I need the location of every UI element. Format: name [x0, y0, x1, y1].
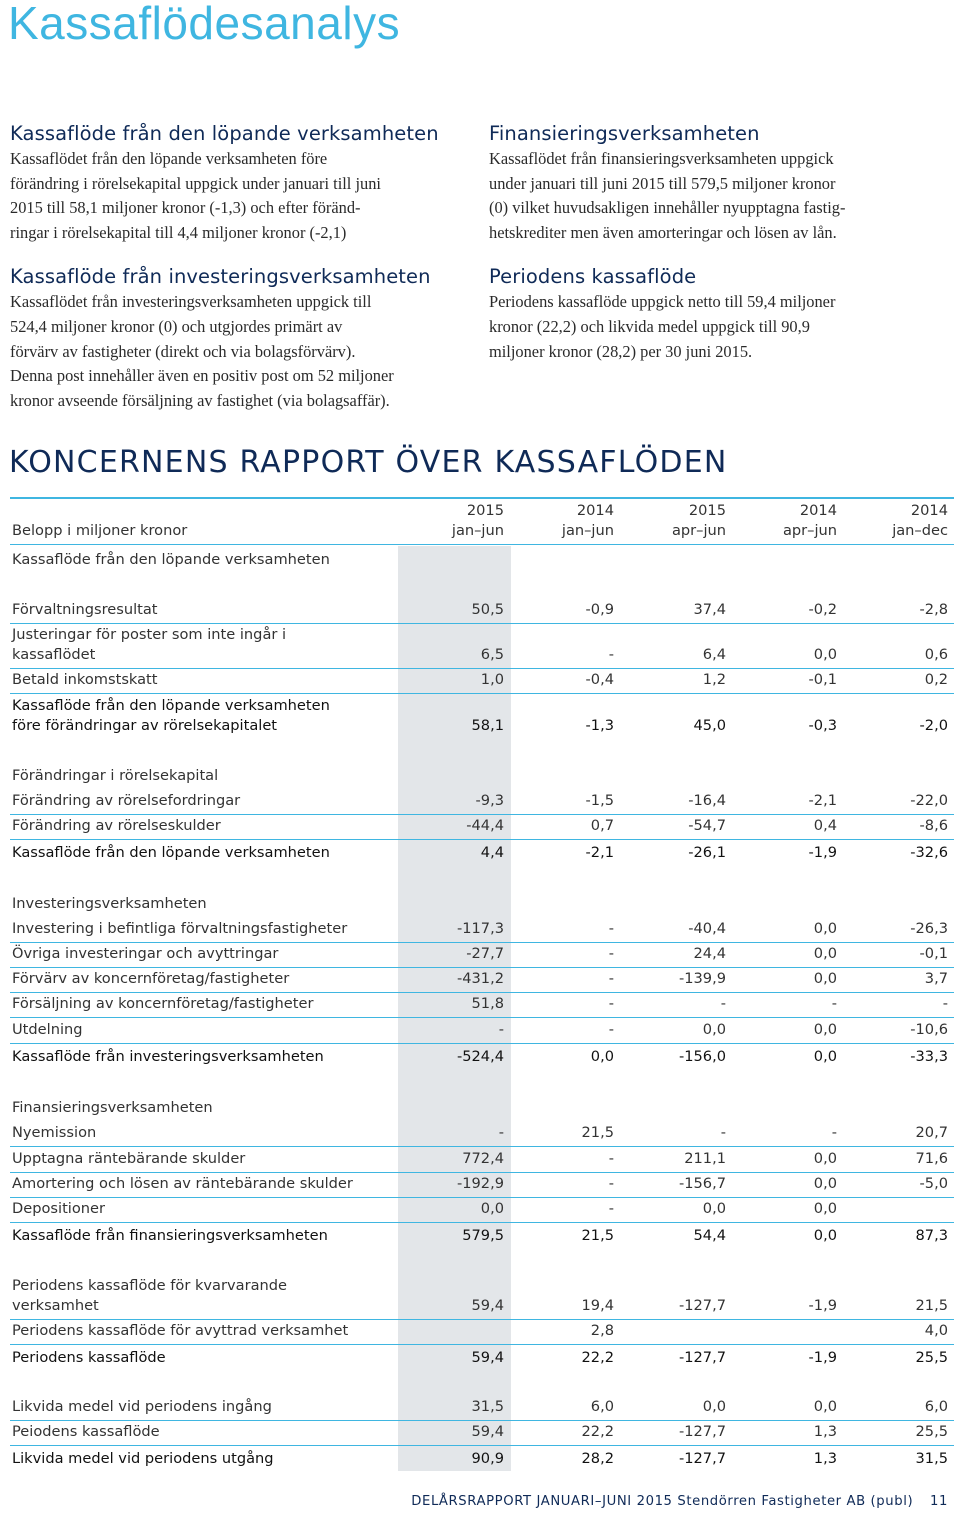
value-cell: -1,9	[808, 1297, 837, 1314]
value-cell: 6,5	[480, 646, 504, 663]
value-cell: -16,4	[688, 792, 726, 809]
value-cell: 59,4	[471, 1349, 504, 1366]
row-label: Kassaflöde från den löpande verksamheten	[12, 844, 330, 861]
table-row	[10, 1172, 954, 1198]
value-cell: 0,0	[813, 945, 837, 962]
value-cell: 19,4	[581, 1297, 614, 1314]
value-cell: 21,5	[581, 1124, 614, 1141]
table-row	[10, 546, 954, 573]
row-label: Peiodens kassaflöde	[12, 1423, 160, 1440]
value-cell: -8,6	[919, 817, 948, 834]
value-cell: 21,5	[581, 1227, 614, 1244]
value-cell: 0,0	[813, 1398, 837, 1415]
table-row	[10, 1395, 954, 1421]
row-label-line: före förändringar av rörelsekapitalet	[12, 717, 278, 734]
value-cell: 0,0	[702, 1398, 726, 1415]
value-cell: -0,9	[585, 601, 614, 618]
value-cell: -	[720, 1124, 726, 1141]
table-row	[10, 789, 954, 815]
value-cell: -	[720, 995, 726, 1012]
value-cell: -	[608, 1150, 614, 1167]
value-cell: 579,5	[462, 1227, 504, 1244]
row-label: Förvaltningsresultat	[12, 601, 158, 618]
table-row	[10, 1017, 954, 1044]
value-cell: -127,7	[678, 1450, 726, 1467]
header-period: jan–jun	[451, 522, 504, 539]
value-cell: -33,3	[910, 1048, 948, 1065]
value-cell: 31,5	[471, 1398, 504, 1415]
row-label: Förändring av rörelseskulder	[12, 817, 221, 834]
text-line: 524,4 miljoner kronor (0) och utgjordes primärt av	[10, 316, 343, 336]
report-heading: KONCERNENS RAPPORT ÖVER KASSAFLÖDEN	[9, 445, 728, 480]
value-cell: -0,2	[808, 601, 837, 618]
value-cell: 50,5	[471, 601, 504, 618]
section-heading: Finansieringsverksamheten	[489, 122, 760, 145]
value-cell: -	[608, 1200, 614, 1217]
value-cell: -27,7	[466, 945, 504, 962]
value-cell: -1,9	[808, 844, 837, 861]
value-cell: -	[498, 1021, 504, 1038]
text-section	[489, 265, 951, 364]
value-cell: -32,6	[910, 844, 948, 861]
value-cell: 22,2	[581, 1349, 614, 1366]
value-cell: -	[608, 970, 614, 987]
row-label: Övriga investeringar och avyttringar	[12, 945, 279, 962]
value-cell: 24,4	[693, 945, 726, 962]
table-header-row	[10, 499, 954, 545]
row-label: Kassaflöde från investeringsverksamheten	[12, 1048, 324, 1065]
row-label: Investering i befintliga förvaltningsfastigheter	[12, 920, 348, 937]
value-cell: 0,0	[590, 1048, 614, 1065]
page-footer	[411, 1494, 948, 1509]
text-line: Kassaflödet från investeringsverksamheten uppgick till	[10, 292, 372, 312]
row-label-line: Kassaflöde från den löpande verksamheten	[12, 697, 330, 714]
section-heading: Kassaflöde från investeringsverksamheten	[10, 265, 431, 289]
value-cell: 58,1	[471, 717, 504, 734]
value-cell: 1,3	[813, 1450, 837, 1467]
text-line: (0) vilket huvudsakligen innehåller nyupptagna fastig-	[489, 198, 846, 218]
text-line: Denna post innehåller även en positiv post om 52 miljoner	[10, 366, 394, 386]
row-label: Utdelning	[12, 1021, 83, 1038]
value-cell: 59,4	[471, 1297, 504, 1314]
header-year: 2014	[910, 502, 948, 519]
value-cell: -192,9	[456, 1175, 504, 1192]
value-cell: -1,3	[585, 717, 614, 734]
row-label: Förvärv av koncernföretag/fastigheter	[12, 970, 290, 987]
value-cell: 2,8	[590, 1322, 614, 1339]
section-body	[10, 147, 472, 245]
value-cell: -54,7	[688, 817, 726, 834]
row-label	[12, 625, 286, 665]
value-cell: 0,0	[813, 1175, 837, 1192]
header-period: jan–dec	[892, 522, 948, 539]
table-total-row	[10, 839, 954, 866]
value-cell: -	[608, 995, 614, 1012]
value-cell: 0,0	[813, 646, 837, 663]
header-year: 2015	[688, 502, 726, 519]
row-label: Periodens kassaflöde för avyttrad verksamhet	[12, 1322, 349, 1339]
value-cell: 20,7	[915, 1124, 948, 1141]
row-label-line: Periodens kassaflöde för kvarvarande	[12, 1277, 288, 1294]
footer-report-name: DELÅRSRAPPORT JANUARI–JUNI 2015	[411, 1494, 673, 1509]
value-cell: -26,3	[910, 920, 948, 937]
value-cell: -	[831, 1124, 837, 1141]
value-cell: -	[608, 1175, 614, 1192]
row-label: Kassaflöde från finansieringsverksamheten	[12, 1227, 328, 1244]
value-cell: 0,0	[702, 1200, 726, 1217]
table-row	[10, 814, 954, 840]
row-label: Nyemission	[12, 1124, 97, 1141]
value-cell: -10,6	[910, 1021, 948, 1038]
header-year: 2014	[799, 502, 837, 519]
text-line: hetskrediter men även amorteringar och lösen av lån.	[489, 222, 837, 242]
value-cell: 0,0	[702, 1021, 726, 1038]
value-cell: -2,8	[919, 601, 948, 618]
header-period: apr–jun	[782, 522, 837, 539]
section-body	[489, 290, 951, 364]
table-row	[10, 992, 954, 1018]
value-cell: 25,5	[915, 1349, 948, 1366]
header-year: 2015	[466, 502, 504, 519]
value-cell: 1,2	[702, 671, 726, 688]
value-cell: -	[942, 995, 948, 1012]
value-cell: 0,0	[813, 1150, 837, 1167]
value-cell: 31,5	[915, 1450, 948, 1467]
value-cell: -2,1	[808, 792, 837, 809]
row-label: Amortering och lösen av räntebärande skulder	[12, 1175, 353, 1192]
section-body	[10, 290, 472, 413]
value-cell: -0,4	[585, 671, 614, 688]
table-total-row	[10, 1222, 954, 1249]
value-cell: 71,6	[915, 1150, 948, 1167]
value-cell: -431,2	[456, 970, 504, 987]
value-cell: 211,1	[684, 1150, 726, 1167]
row-label: Likvida medel vid periodens utgång	[12, 1450, 274, 1467]
text-section	[489, 122, 951, 245]
row-label: Likvida medel vid periodens ingång	[12, 1398, 272, 1415]
value-cell: -156,0	[678, 1048, 726, 1065]
value-cell: 59,4	[471, 1423, 504, 1440]
value-cell: -9,3	[475, 792, 504, 809]
value-cell: -0,3	[808, 717, 837, 734]
row-label-line: kassaflödet	[12, 646, 96, 663]
value-cell: -2,0	[919, 717, 948, 734]
table-row	[10, 1274, 954, 1320]
value-cell: 90,9	[471, 1450, 504, 1467]
row-label: Periodens kassaflöde	[12, 1349, 166, 1366]
value-cell: 4,0	[924, 1322, 948, 1339]
table-total-row	[10, 693, 954, 739]
value-cell: -	[831, 995, 837, 1012]
value-cell: 28,2	[581, 1450, 614, 1467]
value-cell: -524,4	[456, 1048, 504, 1065]
value-cell: 25,5	[915, 1423, 948, 1440]
row-label: Förändringar i rörelsekapital	[12, 767, 219, 784]
text-line: Kassaflödet från den löpande verksamheten före	[10, 149, 328, 168]
value-cell: -0,1	[919, 945, 948, 962]
right-text-column	[489, 122, 951, 382]
header-year: 2014	[576, 502, 614, 519]
text-line: förändring i rörelsekapital uppgick under januari till juni	[10, 173, 381, 193]
text-line: ringar i rörelsekapital till 4,4 miljoner kronor (-2,1)	[10, 222, 347, 242]
value-cell: 0,6	[924, 646, 948, 663]
value-cell: -	[608, 920, 614, 937]
table-row	[10, 1096, 954, 1121]
table-row	[10, 917, 954, 943]
row-label: Kassaflöde från den löpande verksamheten	[12, 551, 330, 568]
value-cell: 0,0	[480, 1200, 504, 1217]
row-label-line: verksamhet	[12, 1297, 99, 1314]
value-cell: -117,3	[456, 920, 504, 937]
value-cell: 0,7	[590, 817, 614, 834]
value-cell: 0,2	[924, 671, 948, 688]
value-cell: -2,1	[585, 844, 614, 861]
value-cell: -	[608, 945, 614, 962]
text-line: kronor (22,2) och likvida medel uppgick till 90,9	[489, 316, 810, 336]
table-row	[10, 942, 954, 968]
row-label: Depositioner	[12, 1200, 105, 1217]
row-label	[12, 696, 330, 736]
left-text-column	[10, 122, 472, 431]
value-cell: 51,8	[471, 995, 504, 1012]
value-cell: -1,9	[808, 1349, 837, 1366]
table-row	[10, 1420, 954, 1446]
table-row	[10, 967, 954, 993]
value-cell: 0,0	[813, 1200, 837, 1217]
row-label	[12, 1276, 287, 1316]
table-row	[10, 1197, 954, 1223]
value-cell: -5,0	[919, 1175, 948, 1192]
value-cell: 54,4	[693, 1227, 726, 1244]
section-heading: Kassaflöde från den löpande verksamheten	[10, 122, 439, 145]
value-cell: -	[608, 646, 614, 663]
table-row	[10, 764, 954, 789]
value-cell: 6,0	[590, 1398, 614, 1415]
table-row	[10, 1146, 954, 1173]
value-cell: -1,5	[585, 792, 614, 809]
table-total-row	[10, 1043, 954, 1070]
value-cell: 4,4	[480, 844, 504, 861]
value-cell: -22,0	[910, 792, 948, 809]
text-line: 2015 till 58,1 miljoner kronor (-1,3) och efter föränd-	[10, 198, 361, 218]
value-cell: 1,0	[480, 671, 504, 688]
footer-page-number: 11	[930, 1494, 948, 1509]
row-label: Finansieringsverksamheten	[12, 1099, 213, 1116]
value-cell: 3,7	[924, 970, 948, 987]
row-label: Försäljning av koncernföretag/fastigheter	[12, 995, 314, 1012]
value-cell: -127,7	[678, 1349, 726, 1366]
value-cell: 0,0	[813, 970, 837, 987]
row-label-line: Justeringar för poster som inte ingår i	[12, 626, 287, 643]
value-cell: 0,0	[813, 1048, 837, 1065]
value-cell: 0,4	[813, 817, 837, 834]
text-line: Periodens kassaflöde uppgick netto till 59,4 miljoner	[489, 292, 836, 312]
value-cell: 37,4	[693, 601, 726, 618]
header-period: jan–jun	[561, 522, 614, 539]
table-row	[10, 598, 954, 624]
value-cell: 0,0	[813, 1021, 837, 1038]
value-cell: -44,4	[466, 817, 504, 834]
table-row	[10, 668, 954, 694]
value-cell: 22,2	[581, 1423, 614, 1440]
value-cell: -	[498, 1124, 504, 1141]
value-cell: 87,3	[915, 1227, 948, 1244]
row-label: Investeringsverksamheten	[12, 895, 207, 912]
table-row	[10, 892, 954, 917]
value-cell: -156,7	[678, 1175, 726, 1192]
table-total-row	[10, 1344, 954, 1371]
value-cell: -	[608, 1021, 614, 1038]
header-label: Belopp i miljoner kronor	[12, 522, 188, 539]
table-row	[10, 1319, 954, 1345]
value-cell: -127,7	[678, 1297, 726, 1314]
table-row	[10, 623, 954, 669]
value-cell: 21,5	[915, 1297, 948, 1314]
value-cell: 45,0	[693, 717, 726, 734]
text-line: Kassaflödet från finansieringsverksamheten uppgick	[489, 149, 834, 168]
footer-company: Stendörren Fastigheter AB (publ)	[677, 1494, 914, 1509]
table-total-row	[10, 1445, 954, 1472]
value-cell: 1,3	[813, 1423, 837, 1440]
text-section	[10, 265, 472, 413]
value-cell: -0,1	[808, 671, 837, 688]
value-cell: 6,4	[702, 646, 726, 663]
value-cell: -40,4	[688, 920, 726, 937]
value-cell: 0,0	[813, 1227, 837, 1244]
row-label: Betald inkomstskatt	[12, 671, 158, 688]
value-cell: 772,4	[462, 1150, 504, 1167]
value-cell: -127,7	[678, 1423, 726, 1440]
text-section	[10, 122, 472, 245]
section-body	[489, 147, 951, 245]
value-cell: -26,1	[688, 844, 726, 861]
text-line: under januari till juni 2015 till 579,5 miljoner kronor	[489, 173, 836, 193]
page-title: Kassaflödesanalys	[8, 0, 401, 49]
section-heading: Periodens kassaflöde	[489, 265, 697, 289]
row-label: Förändring av rörelsefordringar	[12, 792, 241, 809]
value-cell: 0,0	[813, 920, 837, 937]
value-cell: 6,0	[924, 1398, 948, 1415]
text-line: miljoner kronor (28,2) per 30 juni 2015.	[489, 341, 753, 361]
header-period: apr–jun	[671, 522, 726, 539]
value-cell: -139,9	[678, 970, 726, 987]
row-label: Upptagna räntebärande skulder	[12, 1150, 246, 1167]
text-line: kronor avseende försäljning av fastighet (via bolagsaffär).	[10, 390, 390, 410]
text-line: förvärv av fastigheter (direkt och via bolagsförvärv).	[10, 341, 356, 361]
table-row	[10, 1121, 954, 1147]
